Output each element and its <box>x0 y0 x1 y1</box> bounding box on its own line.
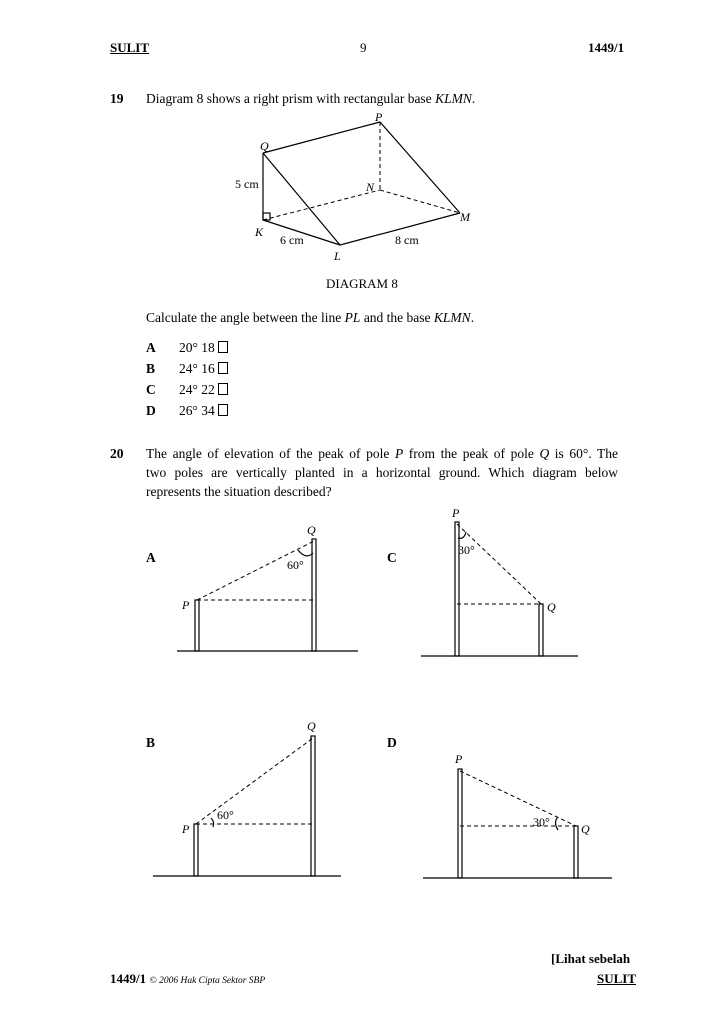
footer-code: 1449/1 <box>110 971 147 986</box>
header-sulit: SULIT <box>110 40 150 55</box>
diagram-a-pole-q: Q <box>307 523 316 537</box>
q19-stem-end: . <box>471 91 476 106</box>
diagram-a-pole-p: P <box>182 598 190 612</box>
q20-line2: two poles are vertically planted in a horizontal ground. Which diagram below <box>146 465 618 480</box>
q19-question-base: KLMN <box>433 310 471 325</box>
vertex-l: L <box>334 249 341 263</box>
q20-line1-p: P <box>394 446 404 461</box>
q20-line1-b: from the peak of pole <box>403 446 540 461</box>
q19-question-mid: and the base <box>360 310 434 325</box>
diagram-d-pole-p: P <box>455 752 463 766</box>
diagram-d-angle: 30° <box>533 815 550 829</box>
diagram-caption: DIAGRAM 8 <box>326 276 398 291</box>
q19-question-end: . <box>470 310 475 325</box>
option-text: 26° 34 <box>179 403 215 418</box>
option-letter: C <box>146 382 156 397</box>
vertex-q: Q <box>260 139 269 153</box>
q19-question-line: PL <box>344 310 361 325</box>
vertex-p: P <box>375 110 383 124</box>
diagram-a-angle: 60° <box>287 558 304 572</box>
diagram-b-pole-q: Q <box>307 719 316 733</box>
option-letter: D <box>146 403 156 418</box>
footer-left <box>110 971 265 987</box>
option-text: 24° 16 <box>179 361 215 376</box>
header-code: 1449/1 <box>588 40 625 55</box>
q19-number: 19 <box>110 91 124 106</box>
q19-question-text: Calculate the angle between the line <box>146 310 345 325</box>
diagram-c-pole-p: P <box>452 506 460 520</box>
footer-continue: [Lihat sebelah <box>551 951 631 966</box>
option-letter: A <box>146 340 156 355</box>
height-label: 5 cm <box>235 177 259 191</box>
diagram-b-angle: 60° <box>217 808 234 822</box>
q19-stem-text: Diagram 8 shows a right prism with rectangular base <box>146 91 436 106</box>
page-number: 9 <box>360 40 367 55</box>
option-text: 24° 22 <box>179 382 215 397</box>
diagram-c-letter[interactable]: C <box>387 550 397 565</box>
q19-stem-base: KLMN <box>435 91 472 106</box>
diagram-b-letter[interactable]: B <box>146 735 156 750</box>
q20-line1-c: is 60°. The <box>549 446 618 461</box>
diagram-c-pole-q: Q <box>547 600 556 614</box>
q20-line1-a: The angle of elevation of the peak of pole <box>146 446 395 461</box>
diagram-b-pole-p: P <box>182 822 190 836</box>
diagram-d-letter[interactable]: D <box>387 735 397 750</box>
footer-sulit: SULIT <box>597 971 637 986</box>
q20-number: 20 <box>110 446 124 461</box>
diagram-c-angle: 30° <box>458 543 475 557</box>
vertex-m: M <box>460 210 470 224</box>
vertex-k: K <box>255 225 264 239</box>
kl-label: 6 cm <box>280 233 304 247</box>
option-text: 20° 18 <box>179 340 215 355</box>
vertex-n: N <box>366 180 375 194</box>
option-letter: B <box>146 361 156 376</box>
lm-label: 8 cm <box>395 233 419 247</box>
diagram-a-letter[interactable]: A <box>146 550 156 565</box>
q20-line1-q: Q <box>539 446 550 461</box>
footer-copyright: © 2006 Hak Cipta Sektor SBP <box>149 976 266 986</box>
diagram-d-pole-q: Q <box>581 822 590 836</box>
q20-line3: represents the situation described? <box>146 484 332 499</box>
